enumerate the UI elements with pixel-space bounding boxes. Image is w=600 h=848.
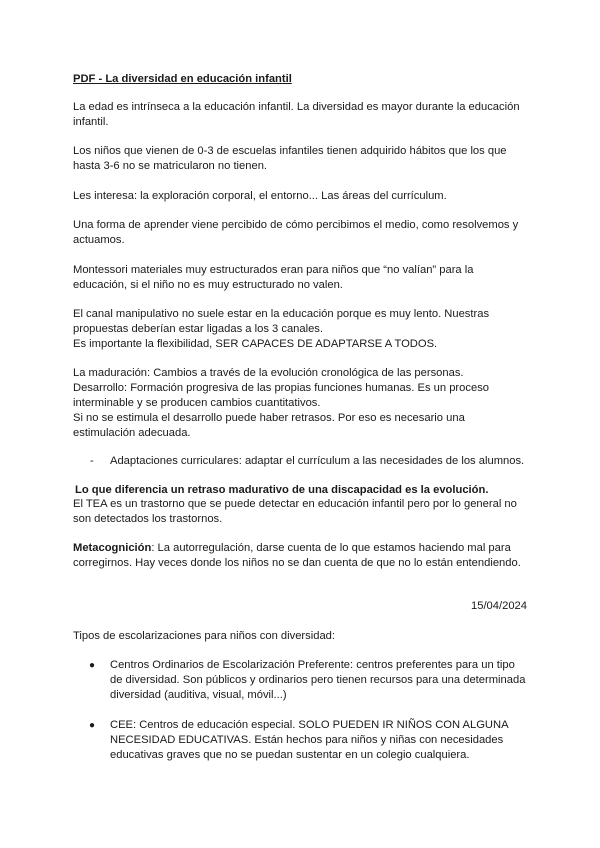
list-item — [73, 718, 528, 763]
bullet-marker: ● — [89, 720, 96, 731]
dash-list — [73, 454, 528, 469]
paragraph-flexibilidad: Es importante la flexibilidad, SER CAPACES DE ADAPTARSE A TODOS. — [73, 338, 438, 350]
list-item-text: Centros Ordinarios de Escolarización Preferente: centros preferentes para un tipo de diversidad. Son públicos y ordinarios pero tienen recursos para una determinada diversidad (auditiva, visual, móvil...) — [110, 659, 526, 701]
paragraph-canal-manipulativo — [73, 307, 528, 352]
paragraph-estimulacion: Si no se estimula el desarrollo puede haber retrasos. Por eso es necesario una estimulación adecuada. — [73, 412, 465, 439]
dash-marker: - — [90, 455, 94, 467]
list-item-text: Adaptaciones curriculares: adaptar el currículum a las necesidades de los alumnos. — [110, 455, 525, 467]
metacognicion-label: Metacognición — [73, 542, 152, 554]
paragraph-metacognicion — [73, 541, 528, 571]
paragraph-canal-text: El canal manipulativo no suele estar en la educación porque es muy lento. Nuestras propuestas deberían estar ligadas a los 3 canales. — [73, 308, 490, 335]
bullet-marker: ● — [89, 660, 96, 671]
paragraph-aprender: Una forma de aprender viene percibido de cómo percibimos el medio, como resolvemos y actuamos. — [73, 219, 519, 246]
document-title: PDF - La diversidad en educación infantil — [73, 73, 292, 85]
paragraph-desarrollo: Desarrollo: Formación progresiva de las propias funciones humanas. Es un proceso interminable y se producen cambios cuantitativos. — [73, 382, 490, 409]
date-label: 15/04/2024 — [471, 600, 527, 612]
paragraph-edad: La edad es intrínseca a la educación infantil. La diversidad es mayor durante la educación infantil. — [73, 101, 520, 128]
bold-heading-evolucion: Lo que diferencia un retraso madurativo de una discapacidad es la evolución. — [75, 484, 489, 496]
list-item-text: CEE: Centros de educación especial. SOLO PUEDEN IR NIÑOS CON ALGUNA NECESIDAD EDUCATIVAS. Están hechos para niños y niñas con necesidades educativas graves que no se puedan sustentar en un colegio cualquiera. — [110, 719, 508, 761]
list-item — [73, 454, 528, 469]
paragraph-tipos-escolarizacion: Tipos de escolarizaciones para niños con diversidad: — [73, 630, 336, 642]
paragraph-interesa: Les interesa: la exploración corporal, el entorno... Las áreas del currículum. — [73, 190, 447, 202]
paragraph-maduracion: La maduración: Cambios a través de la evolución cronológica de las personas. — [73, 367, 464, 379]
metacognicion-text: : La autorregulación, darse cuenta de lo que estamos haciendo mal para corregirnos. Hay veces donde los niños no se dan cuenta de que no lo están entendiendo. — [73, 542, 521, 569]
list-item — [73, 658, 528, 703]
paragraph-maduracion-block — [73, 366, 528, 441]
paragraph-montessori: Montessori materiales muy estructurados eran para niños que “no valían” para la educación, si el niño no es muy estructurado no valen. — [73, 264, 474, 291]
bullet-list — [73, 658, 528, 763]
paragraph-tea: El TEA es un trastorno que se puede detectar en educación infantil pero por lo general no son detectados los trastornos. — [73, 498, 517, 525]
paragraph-ninos-0-3: Los niños que vienen de 0-3 de escuelas infantiles tienen adquirido hábitos que los que hasta 3-6 no se matricularon no tienen. — [73, 145, 507, 172]
